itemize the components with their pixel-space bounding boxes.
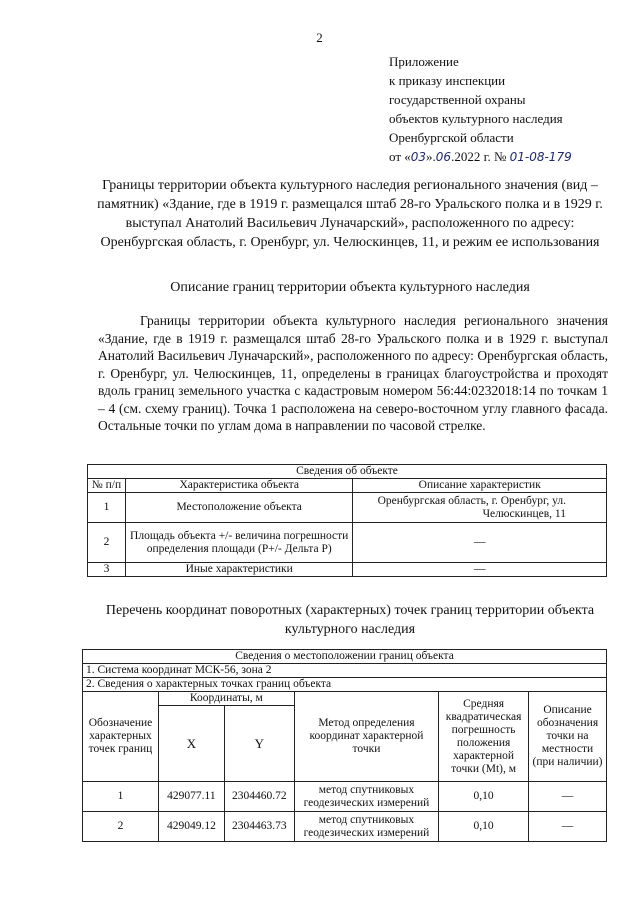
body-paragraph [98,312,608,435]
point-x: 429077.11 [158,782,224,812]
annex-line-5: Оренбургской области [389,130,514,145]
coordinates-list-title: Перечень координат поворотных (характерных) точек границ территории объекта культурного наследия [105,603,595,637]
point-error: 0,10 [439,812,529,842]
object-table-header-desc: Описание характеристик [353,479,607,493]
table-row [88,523,607,563]
order-number: 01-08-179 [509,150,572,164]
annex-line-3: государственной охраны [389,92,526,107]
table-row [88,563,607,577]
header-method: Метод определения координат характерной точки [294,692,438,782]
row-description: — [353,563,607,577]
row-number: 2 [88,523,126,563]
annex-line-1: Приложение [389,54,459,69]
coord-table-caption: Сведения о местоположении границ объекта [83,650,607,664]
date-day: 03 [410,150,427,164]
object-table-caption: Сведения об объекте [88,465,607,479]
document-title: Границы территории объекта культурного наследия регионального значения (вид – памятник) «Здание, где в 1919 г. размещался штаб 28-го Уральского полка и в 1929 г. выступал Анатолий Васильевич Луначарский», расположенного по адресу: Оренбургская область, г. Оренбург, ул. Челюскинцев, 11, и режим ее использования [97,178,603,250]
table-row [88,493,607,523]
date-prefix: от « [389,149,411,164]
point-y: 2304463.73 [224,812,294,842]
annex-line-4: объектов культурного наследия [389,111,563,126]
point-description: — [529,812,607,842]
row-number: 3 [88,563,126,577]
row-description: Оренбургская область, г. Оренбург, ул. Челюскинцев, 11 [353,493,607,523]
page-number: 2 [316,30,323,45]
date-month: 06 [435,150,452,164]
point-error: 0,10 [439,782,529,812]
coordinates-table [82,649,607,842]
header-description: Описание обозначения точки на местности (при наличии) [529,692,607,782]
point-method: метод спутниковых геодезических измерений [294,812,438,842]
annex-date-line [389,147,572,167]
row-characteristic: Площадь объекта +/- величина погрешности определения площади (Р+/- Дельта Р) [125,523,353,563]
date-year: .2022 г. № [451,149,507,164]
annex-line-2: к приказу инспекции [389,73,506,88]
header-error: Средняя квадратическая погрешность положения характерной точки (Mt), м [439,692,529,782]
coord-system: 1. Система координат МСК-56, зона 2 [83,664,607,678]
row-characteristic: Местоположение объекта [125,493,353,523]
point-x: 429049.12 [158,812,224,842]
row-characteristic: Иные характеристики [125,563,353,577]
date-mid: ». [426,149,436,164]
object-table-header-name: Характеристика объекта [125,479,353,493]
annex-block [389,52,572,167]
header-x: X [158,706,224,782]
table-row [83,812,607,842]
section-subtitle: Описание границ территории объекта культурного наследия [170,280,530,295]
row-number: 1 [88,493,126,523]
header-y: Y [224,706,294,782]
point-description: — [529,782,607,812]
header-designation: Обозначение характерных точек границ [83,692,159,782]
point-method: метод спутниковых геодезических измерений [294,782,438,812]
point-id: 1 [83,782,159,812]
row-description: — [353,523,607,563]
object-table [87,464,607,577]
header-coordinates: Координаты, м [158,692,294,706]
body-text: Границы территории объекта культурного наследия регионального значения «Здание, где в 1919 г. размещался штаб 28-го Уральского полка и в 1929 г. выступал Анатолий Васильевич Луначарский», расположенного по адресу: Оренбургская область, г. Оренбург, ул. Челюскинцев, 11, определены в границах благоустройства и проходят вдоль границ земельного участка с кадастровым номером 56:44:0232018:14 по точкам 1 – 4 (см. схему границ). Точка 1 расположена на северо-восточном углу главного фасада. Остальные точки по углам дома в направлении по часовой стрелке. [98,313,608,433]
table-row [83,782,607,812]
point-y: 2304460.72 [224,782,294,812]
point-id: 2 [83,812,159,842]
points-section: 2. Сведения о характерных точках границ объекта [83,678,607,692]
object-table-header-num: № п/п [88,479,126,493]
